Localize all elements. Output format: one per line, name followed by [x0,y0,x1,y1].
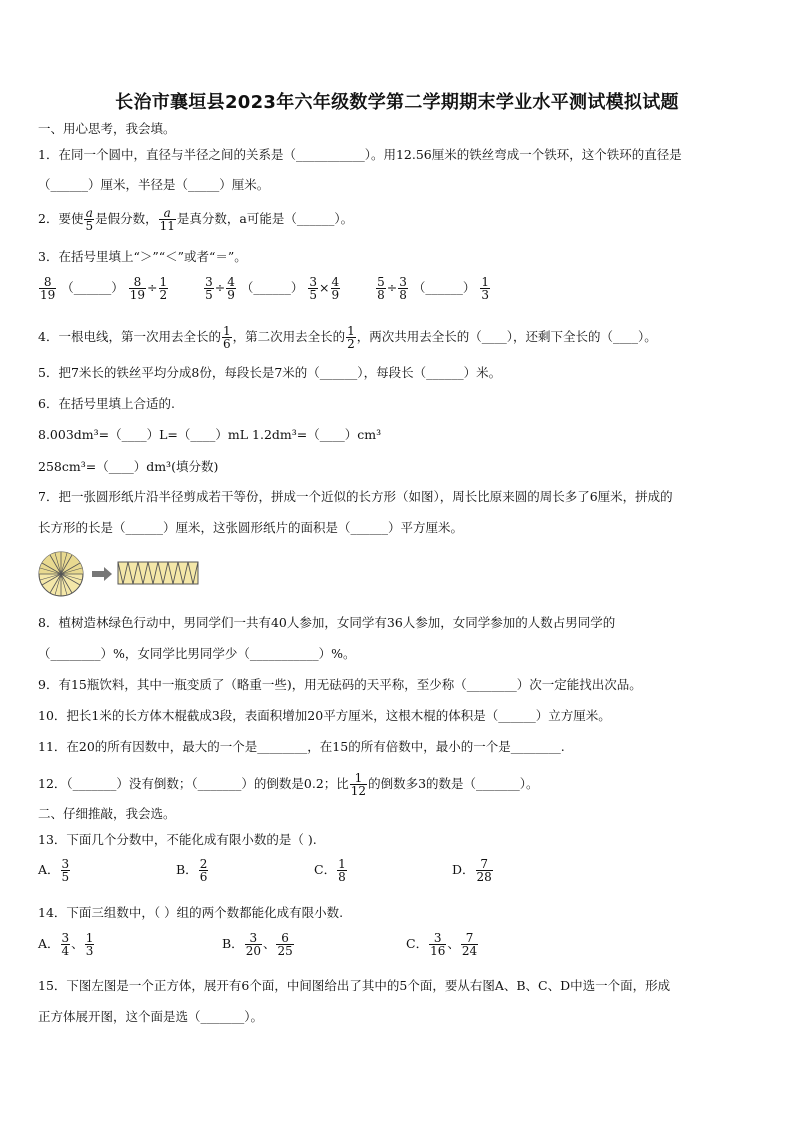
question-15-line-2: 正方体展开图，这个面是选（_______）。 [38,1009,264,1024]
section-heading-2: 二、仔细推敲，我会选。 [38,806,176,821]
operator: ÷ [147,280,158,295]
denominator: 19 [40,288,56,302]
fraction [129,276,146,301]
question-9: 9．有15瓶饮料，其中一瓶变质了（略重一些)，用无砝码的天平称，至少称（________）次一定能找出次品。 [38,677,642,692]
question-13: 13．下面几个分数中，不能化成有限小数的是（ ). [38,832,317,847]
zigzag-rectangle-icon [118,562,198,584]
question-7-line-1: 7．把一张圆形纸片沿半径剪成若干等份，拼成一个近似的长方形（如图），周长比原来圆的周长多了6厘米，拼成的 [38,489,673,504]
question-1-line-1: 1．在同一个圆中，直径与半径之间的关系是（___________）。用12.56厘米的铁丝弯成一个铁环，这个铁环的直径是 [38,147,682,162]
denominator: 20 [245,944,261,958]
fraction-a-over-11 [159,207,176,232]
fraction [429,932,446,957]
denominator: 8 [377,288,385,302]
option-label: A． [38,862,60,877]
numerator: 1 [85,931,94,945]
fraction [476,858,493,883]
option-b[interactable] [176,858,314,883]
q12-text-pre: 12．（_______）没有倒数；（_______）的倒数是0.2；比 [38,776,349,791]
numerator: a [85,206,93,220]
numerator: 1 [350,772,367,785]
denominator: 5 [85,219,94,233]
option-label: B． [176,862,198,877]
fraction [61,932,71,957]
denominator: 24 [461,944,478,958]
q2-text-pre: 2．要使 [38,211,84,226]
operator: ÷ [386,280,398,295]
question-13-options [38,858,552,883]
numerator: 6 [276,932,293,945]
option-c[interactable] [406,932,526,957]
fraction [226,276,236,301]
section-heading-1: 一、用心思考，我会填。 [38,121,176,136]
fraction [199,858,209,883]
denominator: 9 [331,288,340,302]
fraction [346,325,356,350]
numerator: 1 [222,324,231,338]
question-7-line-2: 长方形的长是（______）厘米，这张圆形纸片的面积是（______）平方厘米。 [38,520,464,535]
question-6-line-a: 8.003dm³=（____）L=（____）mL 1.2dm³=（____）cm³ [38,427,382,442]
question-5: 5．把7米长的铁丝平均分成8份，每段长是7米的（______），每段长（______）米。 [38,365,502,380]
circle-to-rectangle-figure [38,551,208,597]
arrow-right-icon [92,567,112,581]
question-8-line-1: 8．植树造林绿色行动中，男同学们一共有40人参加，女同学有36人参加，女同学参加的人数占男同学的 [38,615,616,630]
question-11: 11．在20的所有因数中，最大的一个是________，在15的所有倍数中，最小的一个是________. [38,739,565,754]
option-a[interactable] [38,858,176,883]
page-title: 长治市襄垣县2023年六年级数学第二学期期末学业水平测试模拟试题 [115,92,679,113]
question-6: 6．在括号里填上合适的. [38,396,175,411]
option-label: C． [406,936,429,951]
fraction [331,276,341,301]
separator: 、 [447,936,460,951]
question-3-comparisons [38,276,491,301]
denominator: 9 [227,288,235,302]
option-d[interactable] [452,858,552,883]
fraction [398,276,408,301]
numerator: 8 [39,276,56,289]
denominator: 3 [85,944,94,958]
numerator: 4 [227,275,235,289]
numerator: 7 [476,858,493,871]
denominator: 16 [430,944,446,958]
option-a[interactable] [38,932,222,957]
fraction [308,276,318,301]
fraction [85,932,95,957]
q2-text-post: 是真分数，a可能是（______）。 [176,211,354,226]
fraction-a-over-5 [84,207,94,232]
operator: × [319,280,330,295]
question-4 [38,325,657,350]
question-6-line-b: 258cm³=（____）dm³(填分数) [38,459,219,474]
numerator: 4 [331,275,340,289]
denominator: 5 [61,870,70,884]
numerator: 3 [309,275,318,289]
sectored-circle-icon [39,552,83,596]
question-2 [38,207,353,232]
numerator: 1 [338,857,346,871]
option-b[interactable] [222,932,406,957]
denominator: 25 [277,944,293,958]
q12-text-post: 的倒数多3的数是（_______）。 [368,776,539,791]
numerator: 3 [429,932,446,945]
numerator: 3 [61,931,70,945]
q4-text-mid: ，第二次用去全长的 [232,329,346,344]
question-3: 3．在括号里填上“＞”“＜”或者“＝”。 [38,249,247,264]
denominator: 6 [199,870,208,884]
denominator: 8 [338,870,346,884]
question-14-options [38,932,526,957]
option-label: D． [452,862,475,877]
operator: ÷ [214,280,226,295]
fraction [159,276,169,301]
numerator: a [159,207,176,220]
denominator: 6 [222,337,231,351]
numerator: 3 [61,857,70,871]
fraction [39,276,56,301]
option-label: C． [314,862,337,877]
denominator: 2 [347,337,355,351]
denominator: 12 [350,784,367,798]
fraction [350,772,367,797]
numerator: 5 [377,275,385,289]
fraction [461,932,478,957]
numerator: 1 [481,275,490,289]
denominator: 5 [205,288,213,302]
question-1-line-2: （______）厘米，半径是（_____）厘米。 [38,177,270,192]
numerator: 7 [461,932,478,945]
denominator: 3 [481,288,490,302]
separator: 、 [262,936,276,951]
answer-blank[interactable]: （______） [240,280,304,295]
numerator: 3 [205,275,213,289]
q4-text-pre: 4．一根电线，第一次用去全长的 [38,329,221,344]
denominator: 11 [159,219,175,233]
fraction [222,325,232,350]
question-12 [38,772,539,797]
answer-blank[interactable]: （______） [412,280,476,295]
question-14: 14．下面三组数中，（ ）组的两个数都能化成有限小数. [38,905,344,920]
q4-text-post: ，两次共用去全长的（____），还剩下全长的（____）。 [356,329,657,344]
fraction [337,858,347,883]
fraction [204,276,214,301]
option-label: B． [222,936,244,951]
denominator: 8 [399,288,407,302]
question-8-line-2: （________）%，女同学比男同学少（___________）%。 [38,646,356,661]
numerator: 8 [129,276,146,289]
separator: 、 [71,936,84,951]
denominator: 4 [61,944,70,958]
fraction [276,932,293,957]
denominator: 19 [129,288,146,302]
question-15-line-1: 15．下图左图是一个正方体，展开有6个面，中间图给出了其中的5个面，要从右图A、B、C、D中选一个面，形成 [38,978,671,993]
question-10: 10．把长1米的长方体木棍截成3段，表面积增加20平方厘米，这根木棍的体积是（______）立方厘米。 [38,708,611,723]
fraction [245,932,262,957]
numerator: 1 [347,324,355,338]
numerator: 3 [245,932,262,945]
denominator: 2 [159,288,168,302]
fraction [376,276,386,301]
fraction [480,276,490,301]
denominator: 5 [309,288,318,302]
denominator: 28 [476,870,492,884]
option-c[interactable] [314,858,452,883]
option-label: A． [38,936,60,951]
numerator: 2 [199,857,208,871]
numerator: 3 [399,275,407,289]
numerator: 1 [159,275,168,289]
fraction [61,858,71,883]
answer-blank[interactable]: （______） [61,280,124,295]
q2-text-mid: 是假分数， [95,211,158,226]
